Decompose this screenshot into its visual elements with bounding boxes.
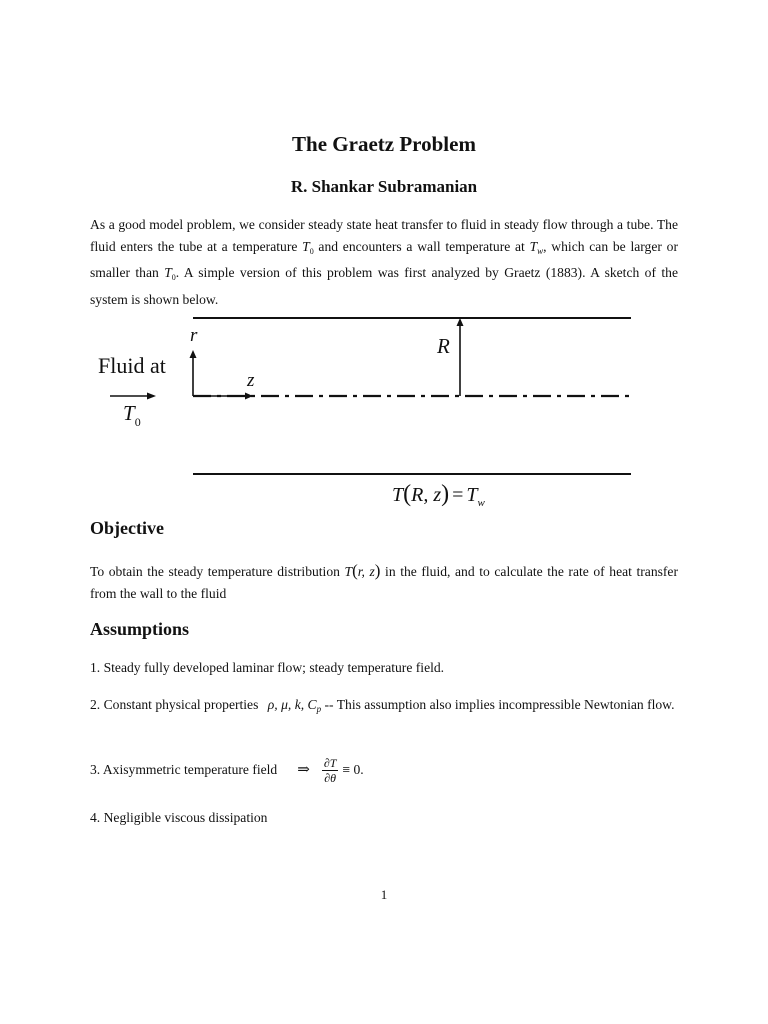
derivative-numerator: ∂T (323, 756, 337, 771)
intro-text-4: . A simple version of this problem was first analyzed by Graetz (1883). A sketch of the system is shown below. (90, 265, 679, 307)
r-axis-arrowhead (190, 350, 197, 358)
derivative-rhs: ≡ 0. (342, 762, 364, 777)
page-title: The Graetz Problem (292, 132, 476, 156)
symbol-T: T (164, 265, 172, 280)
objective-text-2: in the fluid, and to calculate the rate of heat transfer from the wall to the fluid (90, 564, 678, 601)
function-arguments: r, z (357, 564, 375, 579)
assumption-4-text: 4. Negligible viscous dissipation (90, 810, 268, 825)
boundary-condition (392, 481, 485, 509)
symbol-Tw (530, 239, 544, 254)
radius-arrowhead (457, 318, 464, 326)
symbol-T: T (529, 238, 538, 254)
fluid-label: Fluid at (98, 353, 166, 378)
implies-symbol: ⇒ (297, 762, 310, 778)
assumption-3 (90, 752, 678, 788)
symbol-T: T (344, 564, 353, 579)
subscript: 0 (171, 273, 176, 282)
paren-left: ( (352, 561, 358, 580)
subscript: p (316, 704, 322, 714)
intro-text-3: , which can be larger or smaller than (90, 238, 678, 280)
tube-sketch (90, 305, 650, 520)
assumptions-heading: Assumptions (90, 619, 190, 639)
assumption-3-text: 3. Axisymmetric temperature field (90, 762, 278, 777)
assumption-1 (90, 657, 678, 679)
author-name: R. Shankar Subramanian (290, 177, 478, 196)
assumption-2 (90, 694, 678, 720)
paren-left: ( (403, 481, 412, 507)
assumption-2-text-1: 2. Constant physical properties (90, 697, 262, 712)
assumption-1-text: 1. Steady fully developed laminar flow; steady temperature field. (90, 660, 445, 675)
tube-sketch-svg (90, 305, 650, 520)
intro-text-2: and encounters a wall temperature at (313, 238, 530, 254)
subscript: 0 (309, 246, 314, 256)
objective-text-1: To obtain the steady temperature distribution (90, 564, 345, 579)
symbol-T: T (466, 484, 478, 506)
intro-text-1: As a good model problem, we consider steady state heat transfer to fluid in steady flow through a tube. The fluid enters the tube at a temperature (90, 217, 678, 254)
intro-paragraph (90, 214, 678, 310)
subscript: w (537, 245, 544, 256)
subscript: 0 (134, 415, 141, 429)
property-symbols: ρ, μ, k, C (267, 697, 317, 712)
assumption-2-text-2: -- This assumption also implies incompressible Newtonian flow. (321, 697, 675, 712)
z-axis-arrowhead (245, 393, 253, 400)
assumption-4 (90, 807, 678, 829)
symbol-T0 (164, 265, 176, 280)
partial-derivative (322, 756, 339, 785)
r-axis-label: r (190, 325, 198, 346)
subscript: w (477, 497, 485, 509)
objective-paragraph (90, 560, 678, 605)
paren-right: ) (441, 481, 450, 507)
page-number: 1 (380, 887, 388, 902)
inlet-flow-arrowhead (147, 393, 156, 400)
paren-right: ) (374, 561, 381, 580)
z-axis-label: z (247, 370, 255, 391)
symbol-T: T (302, 238, 310, 254)
derivative-denominator: ∂θ (324, 771, 337, 786)
equals-sign: = (452, 484, 464, 506)
inlet-temperature (123, 401, 141, 430)
bc-arguments: R, z (411, 484, 442, 506)
radius-label: R (437, 334, 450, 358)
symbol-T: T (392, 484, 404, 506)
objective-heading: Objective (90, 518, 164, 538)
symbol-T: T (123, 401, 135, 425)
symbol-T0 (302, 239, 314, 254)
